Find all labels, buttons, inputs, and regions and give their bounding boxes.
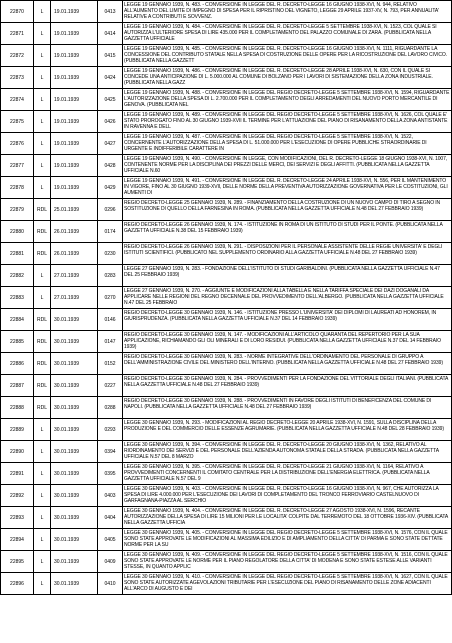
row-number: 22873 <box>1 67 34 89</box>
row-code: 0413 <box>98 1 123 23</box>
row-date: 27.01.1939 <box>51 265 98 287</box>
row-description-text: REGIO DECRETO-LEGGE 25 GENNAIO 1939, N. 289. - FINANZIAMENTO DELLA COSTRUZIONE DI UN NUOVO CAMPO DI TIRO A SEGNO IN SOSTITUZIONE DI QUELLO DELLA FARNESINA IN ROMA. (PUBBLICATA NELLA GAZZETTA UFFICIALE N.48 DEL 27 FEBBRAIO 1939) <box>124 200 441 212</box>
row-code: 0152 <box>98 353 123 375</box>
table-row <box>1 89 452 111</box>
row-number: 22888 <box>1 397 34 419</box>
row-date: 30.01.1939 <box>51 331 98 353</box>
row-description-text: LEGGE 19 GENNAIO 1939, N. 484. - CONVERSIONE IN LEGGE DEL R. DECRETO-LEGGE 5 SETTEMBRE 1938-XVI, N. 1523, COL QUALE SI AUTORIZZA L'ULTERIORE SPESA DI LIRE 435.000 PER IL COMPLETAMENTO DEL PALAZZO COMUNALE DI ZARA. (PUBBLICATA NELLA GAZZETTA UFFICIALE <box>124 24 437 42</box>
row-type: L <box>34 89 51 111</box>
row-description-text: LEGGE 30 GENNAIO 1939, N. 394. - CONVERSIONE IN LEGGE DEL R. DECRETO-LEGGE 20 GIUGNO 1938-XVI, N. 1362, RELATIVO AL RIORDINAMENTO DEI SERVIZI E DEL PERSONALE DELL'AZIENDA AUTONOMA STATALE DELLA STRADA. (PUBBLICATA NELLA GAZZETTA UFFICIALE N.57 DEL 8 MARZO <box>124 442 439 460</box>
row-description <box>123 243 452 265</box>
table-row <box>1 133 452 155</box>
row-number: 22894 <box>1 529 34 551</box>
row-date: 30.01.1939 <box>51 485 98 507</box>
row-number: 22887 <box>1 375 34 397</box>
row-date: 30.01.1939 <box>51 507 98 529</box>
row-date: 30.01.1939 <box>51 573 98 595</box>
row-code: 0283 <box>98 265 123 287</box>
row-description <box>123 573 452 595</box>
row-code: 0395 <box>98 463 123 485</box>
row-description-text: LEGGE 30 GENNAIO 1939, N. 403. - CONVERSIONE IN LEGGE DEL R. DECRETO-LEGGE 16 GIUGNO 1938-XVI, N. 967, CHE AUTORIZZA LA SPESA DI LIRE 4.000.000 PER L'ESECUZIONE DEI LAVORI DI COMPLETAMENTO DEL TRONCO FERROVIARIO CASTELNUOVO DI GARFAGNANA-PIAZZA AL SERCHIO <box>124 486 439 504</box>
table-row <box>1 45 452 67</box>
row-code: 0404 <box>98 507 123 529</box>
row-type: L <box>34 265 51 287</box>
row-type: RDL <box>34 353 51 375</box>
row-description <box>123 529 452 551</box>
row-date: 19.01.1939 <box>51 67 98 89</box>
row-number: 22879 <box>1 199 34 221</box>
row-description <box>123 507 452 529</box>
row-description <box>123 375 452 397</box>
table-row <box>1 265 452 287</box>
row-date: 26.01.1939 <box>51 243 98 265</box>
row-number: 22884 <box>1 309 34 331</box>
row-code: 0146 <box>98 309 123 331</box>
row-type: L <box>34 67 51 89</box>
row-description-text: REGIO DECRETO-LEGGE 30 GENNAIO 1939, N. 146. - ISTITUZIONE PRESSO L'UNIVERSITA' DEI DIPLOMI DI LAUREATI AD HONOREM, IN GIURISPRUDENZA. (PUBBLICATA NELLA GAZZETTA UFFICIALE N.37 DEL 14 FEBBRAIO 1939) <box>124 310 437 322</box>
row-date: 30.01.1939 <box>51 375 98 397</box>
row-description <box>123 287 452 309</box>
table-row <box>1 309 452 331</box>
row-type: L <box>34 529 51 551</box>
row-type: L <box>34 507 51 529</box>
row-description-text: REGIO DECRETO-LEGGE 30 GENNAIO 1939, N. 283. - NORME INTEGRATIVE DELL'ORDINAMENTO DEL PERSONALE DI GRUPPO A DELL'AMMINISTRAZIONE CIVILE DEL MINISTERO DELL'INTERNO. (PUBBLICATA NELLA GAZZETTA UFFICIALE N.48 DEL 27 FEBBRAIO 1939) <box>124 354 443 366</box>
row-type: RDL <box>34 375 51 397</box>
row-description-text: LEGGE 19 GENNAIO 1939, N. 483. - CONVERSIONE IN LEGGE DEL R. DECRETO-LEGGE 16 GIUGNO 1938-XVI, N. 944, RELATIVO ALL'AUMENTO DEL LIMITE DI IMPEGNO DI SPESA PER IL RIPRISTINO DEL VIGNETO, LEGGE 29 APRILE 1937-XV, N. 793, PER ANNUALITA' RELATIVE A CONTRIBUTI E SOVVENZ. <box>124 2 440 20</box>
table-row <box>1 221 452 243</box>
row-type: L <box>34 463 51 485</box>
row-code: 0409 <box>98 551 123 573</box>
row-description <box>123 331 452 353</box>
row-type: L <box>34 23 51 45</box>
row-date: 30.01.1939 <box>51 551 98 573</box>
row-description <box>123 67 452 89</box>
row-date: 19.01.1939 <box>51 111 98 133</box>
row-description-text: LEGGE 30 GENNAIO 1939, N. 410. - CONVERSIONE IN LEGGE DEL REGIO DECRETO-LEGGE 5 SETTEMBRE 1938-XVI, N. 1627, CON IL QUALE SONO STATE AUTORIZZATE AGEVOLAZIONI TRIBUTARIE PER L'ESECUZIONE DEL PIANO DI RISANAMENTO DELLE ZONE ADIACENTI ALL'ARCO DI AUGUSTO E DEI <box>124 574 448 592</box>
row-date: 19.01.1939 <box>51 45 98 67</box>
row-code: 0270 <box>98 287 123 309</box>
row-description <box>123 23 452 45</box>
table-row <box>1 331 452 353</box>
row-number: 22882 <box>1 265 34 287</box>
row-description-text: LEGGE 27 GENNAIO 1939, N. 270. - AGGIUNTE E MODIFICAZIONI ALLA TABELLA E NELLA TARIFFA SPECIALE DEI DAZI DOGANALI DA APPLICARE NELLE REGIONI DEL REGNO DECENNALE DEL PROVVEDIMENTO DELL'ALBERGO. (PUBBLICATA NELLA GAZZETTA UFFICIALE N.47 DEL 25 FEBBRAIO <box>124 288 444 306</box>
row-description-text: LEGGE 19 GENNAIO 1939, N. 486. - CONVERSIONE IN LEGGE DEL R. DECRETO-LEGGE 28 APRILE 1938-XVI, N. 630, CON IL QUALE SI CONCEDE UNA ANTICIPAZIONE DI L. 5.000.000 AL COMUNE DI BOLZANO PER I LAVORI DI SISTEMAZIONE DELLA ZONA INDUSTRIALE. (PUBBLICATA NELLA GAZZ <box>124 68 433 86</box>
row-number: 22889 <box>1 419 34 441</box>
row-number: 22886 <box>1 353 34 375</box>
row-code: 0415 <box>98 45 123 67</box>
row-description <box>123 133 452 155</box>
row-description <box>123 89 452 111</box>
row-description-text: LEGGE 27 GENNAIO 1939, N. 283. - FONDAZIONE DELL'ISTITUTO DI STUDI GARIBALDINI. (PUBBLICATA NELLA GAZZETTA UFFICIALE N.47 DEL 25 FEBBRAIO 1939) <box>124 266 440 278</box>
row-type: RDL <box>34 397 51 419</box>
row-number: 22892 <box>1 485 34 507</box>
table-row <box>1 375 452 397</box>
row-description <box>123 177 452 199</box>
row-code: 0428 <box>98 155 123 177</box>
row-code: 0414 <box>98 23 123 45</box>
row-date: 27.01.1939 <box>51 287 98 309</box>
row-type: L <box>34 133 51 155</box>
row-description <box>123 265 452 287</box>
row-number: 22883 <box>1 287 34 309</box>
row-number: 22893 <box>1 507 34 529</box>
row-type: L <box>34 155 51 177</box>
row-type: L <box>34 287 51 309</box>
table-row <box>1 507 452 529</box>
row-description-text: LEGGE 19 GENNAIO 1939, N. 491. - CONVERSIONE IN LEGGE DEL R. DECRETO-LEGGE 24 APRILE 1938-XVI, N. 556, PER IL MANTENIMENTO IN VIGORE, FINO AL 30 GIUGNO 1939-XVII, DELLE NORME DELLA PREVENTIVA AUTORIZZAZIONE GOVERNATIVA PER LE COSTITUZIONI, GLI AUMENTI DI <box>124 178 448 196</box>
row-description-text: LEGGE 30 GENNAIO 1939, N. 405. - CONVERSIONE IN LEGGE DEL REGIO DECRETO-LEGGE 5 SETTEMBRE 1938-XVI, N. 1576, CON IL QUALE SONO STATE APPROVATE LE MODIFICAZIONI AL MASSIMA EDILIZIO E DI AMPLIAMENTO DELLA CITTA' DI PARMA E SONO STATE DETTATE NORME PER LA SU <box>124 530 448 548</box>
row-description <box>123 463 452 485</box>
row-type: RDL <box>34 309 51 331</box>
row-date: 19.01.1939 <box>51 133 98 155</box>
row-number: 22881 <box>1 243 34 265</box>
row-code: 0427 <box>98 133 123 155</box>
row-description-text: LEGGE 30 GENNAIO 1939, N. 395. - CONVERSIONE IN LEGGE DEL R. DECRETO-LEGGE 21 GIUGNO 1938-XVI, N. 1164, RELATIVO A PROVVEDIMENTI CONCERNENTI IL COMITATO CENTRALE PER LA DISTRIBUZIONE DELL'ENERGIA ELETTRICA. (PUBBLICATA NELLA GAZZETTA UFFICIALE N.57 DEL 9 <box>124 464 430 482</box>
row-number: 22870 <box>1 1 34 23</box>
row-description <box>123 45 452 67</box>
row-date: 30.01.1939 <box>51 309 98 331</box>
row-type: L <box>34 45 51 67</box>
row-description <box>123 353 452 375</box>
row-number: 22876 <box>1 133 34 155</box>
row-date: 19.01.1939 <box>51 177 98 199</box>
row-type: L <box>34 111 51 133</box>
row-date: 30.01.1939 <box>51 419 98 441</box>
row-description <box>123 485 452 507</box>
row-type: L <box>34 441 51 463</box>
row-date: 30.01.1939 <box>51 353 98 375</box>
row-description <box>123 397 452 419</box>
row-type: L <box>34 485 51 507</box>
table-row <box>1 1 452 23</box>
row-description <box>123 419 452 441</box>
row-description-text: LEGGE 30 GENNAIO 1939, N. 404. - CONVERSIONE IN LEGGE DEL R. DECRETO-LEGGE 27 AGOSTO 1938-XVI, N. 1596, RECANTE AUTORIZZAZIONE DELLA SPESA DI LIRE 15 MILIONI PER LE LOCALITA' COLPITE DAL TERREMOTO DEL 18 OTTOBRE 1936-XIV. (PUBBLICATA NELLA GAZZETTA UFFICIA <box>124 508 448 526</box>
row-code: 0293 <box>98 419 123 441</box>
row-code: 0227 <box>98 375 123 397</box>
table-row <box>1 177 452 199</box>
row-date: 19.01.1939 <box>51 155 98 177</box>
row-number: 22880 <box>1 221 34 243</box>
table-row <box>1 23 452 45</box>
row-type: RDL <box>34 243 51 265</box>
row-date: 25.01.1939 <box>51 199 98 221</box>
row-date: 30.01.1939 <box>51 441 98 463</box>
row-code: 0410 <box>98 573 123 595</box>
row-description <box>123 1 452 23</box>
row-description-text: REGIO DECRETO-LEGGE 26 GENNAIO 1939, N. 291. - DISPOSIZIONI PER IL PERSONALE ASSISTENTE DELLE REGIE UNIVERSITA' E DEGLI ISTITUTI SCIENTIFICI. (PUBBLICATO NEL SUPPLEMENTO ORDINARIO ALLA GAZZETTA UFFICIALE N.48 DEL 27 FEBBRAIO 1939) <box>124 244 443 256</box>
row-type: L <box>34 573 51 595</box>
row-description <box>123 111 452 133</box>
row-type: L <box>34 1 51 23</box>
table-row <box>1 485 452 507</box>
row-date: 19.01.1939 <box>51 89 98 111</box>
row-date: 19.01.1939 <box>51 23 98 45</box>
table-row <box>1 419 452 441</box>
row-description-text: LEGGE 19 GENNAIO 1939, N. 489. - CONVERSIONE IN LEGGE DEL REGIO DECRETO-LEGGE 5 SETTEMBRE 1938-XVI, N. 1626, COL QUALE E' STATO PROROGATO FINO AL 30 GIUGNO 1939-XVII IL TERMINE PER L'ATTUAZIONE DEL PIANO DI RISANAMENTO DELLA ZONA ANTISTANTE IN RAVENNA E DELL <box>124 112 448 130</box>
row-date: 30.01.1939 <box>51 463 98 485</box>
row-number: 22890 <box>1 441 34 463</box>
table-row <box>1 67 452 89</box>
row-description-text: LEGGE 30 GENNAIO 1939, N. 293. - MODIFICAZIONI AL REGIO DECRETO-LEGGE 20 APRILE 1938-XVI, N. 1591, SULLA DISCIPLINA DELLA PRODUZIONE E DEL COMMERCIO DELLE ESSENZE AGRUMARIE. (PUBBLICATA NELLA GAZZETTA UFFICIALE N.48 DEL 28 FEBBRAIO 1939) <box>124 420 444 432</box>
row-type: L <box>34 177 51 199</box>
table-row <box>1 353 452 375</box>
row-description <box>123 221 452 243</box>
table-row <box>1 463 452 485</box>
row-description <box>123 309 452 331</box>
row-number: 22871 <box>1 23 34 45</box>
row-code: 0288 <box>98 397 123 419</box>
table-row <box>1 155 452 177</box>
row-date: 30.01.1939 <box>51 529 98 551</box>
table-row <box>1 287 452 309</box>
table-row <box>1 441 452 463</box>
row-code: 0429 <box>98 177 123 199</box>
row-number: 22877 <box>1 155 34 177</box>
table-row <box>1 243 452 265</box>
row-date: 30.01.1939 <box>51 397 98 419</box>
row-type: RDL <box>34 331 51 353</box>
row-code: 0405 <box>98 529 123 551</box>
row-description-text: REGIO DECRETO-LEGGE 30 GENNAIO 1939, N. 284. - PROVVEDIMENTI PER LA FONDAZIONE DEL VITTORIALE DEGLI ITALIANI. (PUBBLICATA NELLA GAZZETTA UFFICIALE N.48 DEL 27 FEBBRAIO 1939) <box>124 376 449 388</box>
row-code: 0230 <box>98 243 123 265</box>
row-description-text: LEGGE 30 GENNAIO 1939, N. 409. - CONVERSIONE IN LEGGE DEL REGIO DECRETO-LEGGE 5 SETTEMBRE 1938-XVI, N. 1516, CON IL QUALE SONO STATE APPROVATE LE NORME PER IL PIANO REGOLATORE DELLA CITTA' DI MODENA E SONO STATE ESTESE ALLE VARIANTI STESSE, IN QUANTO APPLIC <box>124 552 448 570</box>
table-row <box>1 529 452 551</box>
row-code: 0426 <box>98 111 123 133</box>
row-description-text: LEGGE 19 GENNAIO 1939, N. 488. - CONVERSIONE IN LEGGE DEL REGIO DECRETO-LEGGE 5 SETTEMBRE 1938-XVI, N. 1594, RIGUARDANTE L'AUTORIZZAZIONE DELLA SPESA DI L. 2.700.000 PER IL COMPLETAMENTO DEGLI ARREDAMENTI DEL NUOVO PORTO MERCANTILE DI GENOVA. (PUBBLICATA NEL <box>124 90 450 108</box>
row-number: 22895 <box>1 551 34 573</box>
table-row <box>1 111 452 133</box>
row-number: 22875 <box>1 111 34 133</box>
row-number: 22891 <box>1 463 34 485</box>
row-type: RDL <box>34 199 51 221</box>
row-code: 0424 <box>98 67 123 89</box>
table-row <box>1 199 452 221</box>
row-description-text: REGIO DECRETO-LEGGE 30 GENNAIO 1939, N. 147. - MODIFICAZIONI ALL'ARTICOLO QUARANTA DEL REPERTORIO PER LA SUA APPLICAZIONE, RICHIAMANDO GLI OLI MINERALI E DI LORO RESIDUI. (PUBBLICATA NELLA GAZZETTA UFFICIALE N.37 DEL 14 FEBBRAIO 1939) <box>124 332 441 350</box>
row-code: 0394 <box>98 441 123 463</box>
row-description <box>123 199 452 221</box>
row-code: 0403 <box>98 485 123 507</box>
row-date: 26.01.1939 <box>51 221 98 243</box>
row-code: 0296 <box>98 199 123 221</box>
row-description-text: REGIO DECRETO-LEGGE 26 GENNAIO 1939, N. 174. - ISTITUZIONE IN ROMA DI UN ISTITUTO DI STUDI PER IL PONTE. (PUBBLICATA NELLA GAZZETTA UFFICIALE N.38 DEL 15 FEBBRAIO 1939) <box>124 222 443 234</box>
row-code: 0174 <box>98 221 123 243</box>
row-description-text: LEGGE 19 GENNAIO 1939, N. 487. - CONVERSIONE IN LEGGE DEL REGIO DECRETO-LEGGE 5 SETTEMBRE 1938-XVI, N. 1522, CONCERNENTE L'AUTORIZZAZIONE DELLA SPESA DI L. 51.000.000 PER L'ESECUZIONE DI OPERE PUBBLICHE STRAORDINARIE DI URGENTE E INDIFFERIBILE CARATTERE IN <box>124 134 427 152</box>
row-number: 22896 <box>1 573 34 595</box>
table-row <box>1 573 452 595</box>
row-description <box>123 155 452 177</box>
row-description-text: REGIO DECRETO-LEGGE 30 GENNAIO 1939, N. 288. - PROVVEDIMENTI IN FAVORE DEGLI ISTITUTI DI BENEFICENZA DEL COMUNE DI NAPOLI. (PUBBLICATA NELLA GAZZETTA UFFICIALE N.48 DEL 27 FEBBRAIO 1939) <box>124 398 432 410</box>
row-date: 19.01.1939 <box>51 1 98 23</box>
row-code: 0425 <box>98 89 123 111</box>
row-description-text: LEGGE 19 GENNAIO 1939, N. 485. - CONVERSIONE IN LEGGE DEL R. DECRETO-LEGGE 16 GIUGNO 1938-XVI, N. 1111, RIGUARDANTE LA CONCESSIONE DEL CONTRIBUTO STATALE NELLA SPESA DI COSTRUZIONE DELLE OPERE PER LA RICOSTRUZIONE DEL LAVORO CIVICO. (PUBBLICATA NELLA GAZZETT <box>124 46 447 64</box>
table-row <box>1 397 452 419</box>
row-type: L <box>34 419 51 441</box>
row-description <box>123 551 452 573</box>
row-number: 22874 <box>1 89 34 111</box>
row-number: 22872 <box>1 45 34 67</box>
row-description-text: LEGGE 19 GENNAIO 1939, N. 490. - CONVERSIONE IN LEGGE, CON MODIFICAZIONI, DEL R. DECRETO-LEGGE 18 GIUGNO 1938-XVI, N. 1007, CONTENENTE NORME PER LA DISCIPLINA DEI PREZZI DELLE MERCI, DEI SERVIZI E DEGLI AFFITTI. (PUBBLICATA NELLA GAZZETTA UFFICIALE N.60 <box>124 156 448 174</box>
row-type: L <box>34 551 51 573</box>
row-number: 22878 <box>1 177 34 199</box>
row-type: RDL <box>34 221 51 243</box>
row-code: 0147 <box>98 331 123 353</box>
laws-table-body <box>1 1 452 595</box>
row-number: 22885 <box>1 331 34 353</box>
row-description <box>123 441 452 463</box>
table-row <box>1 551 452 573</box>
